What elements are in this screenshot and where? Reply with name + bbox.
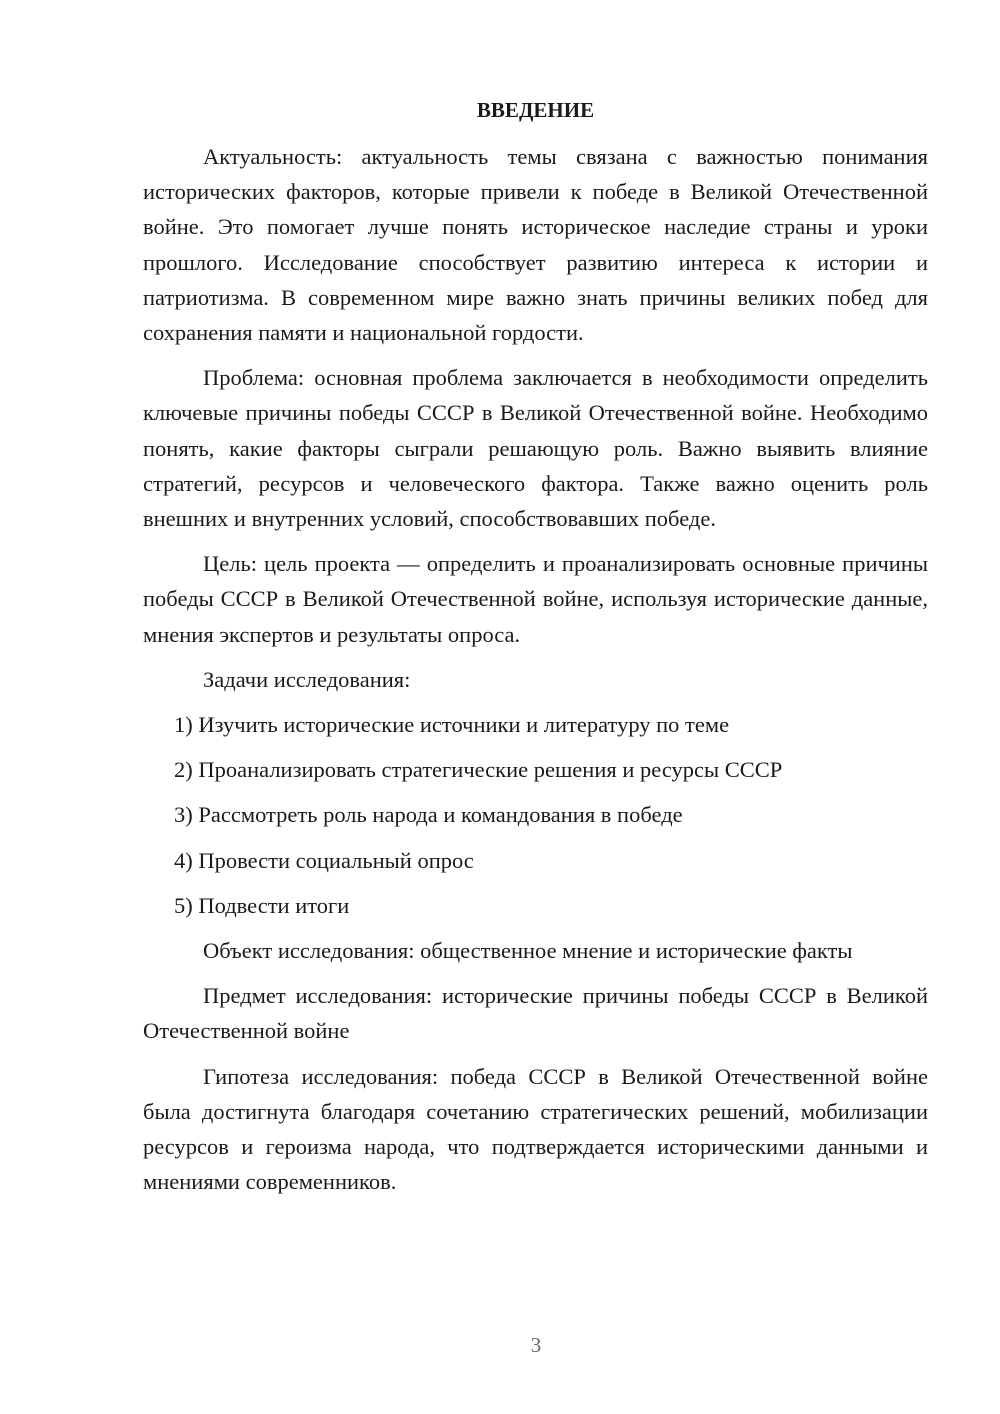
- task-item: 5) Подвести итоги: [174, 892, 350, 918]
- object-paragraph: Объект исследования: общественное мнение и исторические факты: [203, 938, 853, 964]
- task-item: 2) Проанализировать стратегические решения и ресурсы СССР: [174, 757, 783, 783]
- tasks-heading: Задачи исследования:: [203, 666, 411, 692]
- task-item: 3) Рассмотреть роль народа и командования в победе: [174, 802, 683, 828]
- tasks-list: [143, 707, 928, 923]
- goal-paragraph: Цель: цель проекта — определить и проанализировать основные причины победы СССР в Великой Отечественной войне, используя исторические данные, мнения экспертов и результаты опроса.: [143, 551, 928, 647]
- problem-paragraph: Проблема: основная проблема заключается в необходимости определить ключевые причины победы СССР в Великой Отечественной войне. Необходимо понять, какие факторы сыграли решающую роль. Важно выявить влияние стратегий, ресурсов и человеческого фактора. Также важно оценить роль внешних и внутренних условий, способствовавших победе.: [143, 365, 928, 532]
- relevance-paragraph: Актуальность: актуальность темы связана с важностью понимания исторических факторов, которые привели к победе в Великой Отечественной войне. Это помогает лучше понять историческое наследие страны и уроки прошлого. Исследование способствует развитию интереса к истории и патриотизма. В современном мире важно знать причины великих побед для сохранения памяти и национальной гордости.: [143, 144, 928, 346]
- section-title: ВВЕДЕНИЕ: [476, 98, 595, 122]
- page-number: 3: [530, 1333, 542, 1357]
- subject-paragraph: Предмет исследования: исторические причины победы СССР в Великой Отечественной войне: [143, 983, 928, 1044]
- task-item: 1) Изучить исторические источники и литературу по теме: [174, 712, 730, 738]
- document-page: [143, 92, 928, 1209]
- hypothesis-paragraph: Гипотеза исследования: победа СССР в Великой Отечественной войне была достигнута благодаря сочетанию стратегических решений, мобилизации ресурсов и героизма народа, что подтверждается историческими данными и мнениями современников.: [143, 1063, 928, 1195]
- task-item: 4) Провести социальный опрос: [174, 847, 474, 873]
